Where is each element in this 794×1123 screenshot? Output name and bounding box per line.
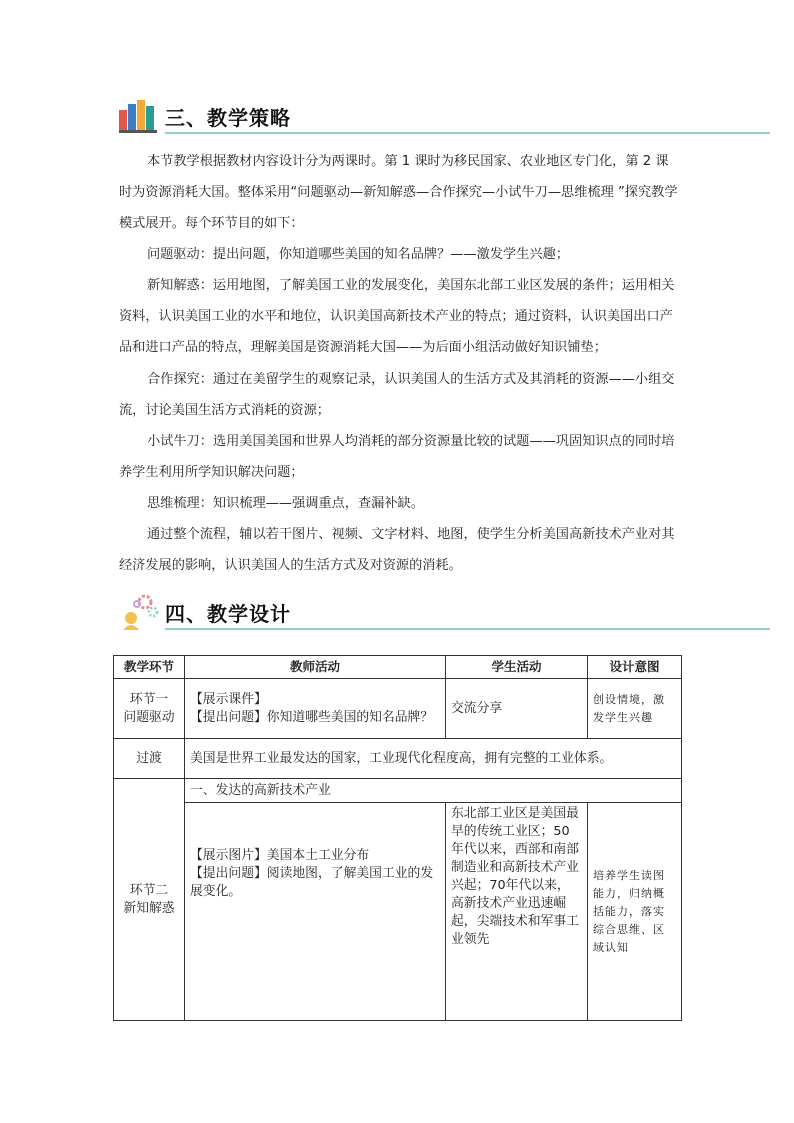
- cell-teacher: 【展示图片】美国本土工业分布 【提出问题】阅读地图，了解美国工业的发展变化。: [185, 803, 446, 1021]
- table-row: [114, 779, 682, 803]
- books-icon: [117, 96, 161, 134]
- header-student: 学生活动: [446, 656, 588, 679]
- paragraph-problem-driven: 问题驱动：提出问题，你知道哪些美国的知名品牌？——激发学生兴趣；: [147, 247, 569, 262]
- cell-stage: 环节二 新知解惑: [114, 779, 185, 1021]
- table-row: [114, 803, 682, 1021]
- paragraph-new-knowledge: 新知解惑：运用地图，了解美国工业的发展变化，美国东北部工业区发展的条件；运用相关资料，认识美国工业的水平和地位，认识美国高新技术产业的特点；通过资料，认识美国出口产品和进口产品的特点，理解美国是资源消耗大国——为后面小组活动做好知识铺垫；: [119, 278, 675, 355]
- cell-transition: 美国是世界工业最发达的国家，工业现代化程度高，拥有完整的工业体系。: [185, 739, 682, 779]
- cell-intent: 培养学生读图能力，归纳概括能力，落实综合思维、区域认知: [588, 803, 682, 1021]
- cell-stage: 环节一 问题驱动: [114, 679, 185, 739]
- section-rule: [165, 628, 770, 630]
- section-rule: [165, 132, 770, 134]
- table-header-row: [114, 656, 682, 679]
- header-teacher: 教师活动: [185, 656, 446, 679]
- paragraph-cooperative: 合作探究：通过在美留学生的观察记录，认识美国人的生活方式及其消耗的资源——小组交流，讨论美国生活方式消耗的资源；: [119, 372, 675, 418]
- paragraph-summary: 思维梳理：知识梳理——强调重点，查漏补缺。: [147, 496, 424, 511]
- section-title: 三、教学策略: [165, 106, 291, 130]
- header-stage: 教学环节: [114, 656, 185, 679]
- paragraph-intro: 本节教学根据教材内容设计分为两课时。第 1 课时为移民国家、农业地区专门化，第 2 课时为资源消耗大国。整体采用“问题驱动—新知解惑—合作探究—小试牛刀—思维梳理 ”探究教学模式展开。每个环节目的如下：: [119, 154, 678, 231]
- cell-intent: 创设情境，激发学生兴趣: [588, 679, 682, 739]
- paragraph-practice: 小试牛刀：选用美国美国和世界人均消耗的部分资源量比较的试题——巩固知识点的同时培养学生利用所学知识解决问题；: [119, 434, 675, 480]
- cell-student: 东北部工业区是美国最早的传统工业区；50年代以来，西部和南部制造业和高新技术产业兴起；70年代以来，高新技术产业迅速崛起，尖端技术和军事工业领先: [446, 803, 588, 1021]
- cell-student: 交流分享: [446, 679, 588, 739]
- section-heading-design: [117, 592, 770, 632]
- teaching-design-table: [113, 655, 682, 1021]
- cell-subheading: 一、发达的高新技术产业: [185, 779, 682, 803]
- table-row: [114, 679, 682, 739]
- cell-stage: 过渡: [114, 739, 185, 779]
- section-title: 四、教学设计: [165, 602, 291, 626]
- header-intent: 设计意图: [588, 656, 682, 679]
- paragraph-conclusion: 通过整个流程，辅以若干图片、视频、文字材料、地图，使学生分析美国高新技术产业对其经济发展的影响，认识美国人的生活方式及对资源的消耗。: [119, 527, 675, 573]
- cell-teacher: 【展示课件】 【提出问题】你知道哪些美国的知名品牌？: [185, 679, 446, 739]
- table-row: [114, 739, 682, 779]
- section-heading-strategy: [117, 96, 770, 136]
- gears-person-icon: [117, 592, 161, 630]
